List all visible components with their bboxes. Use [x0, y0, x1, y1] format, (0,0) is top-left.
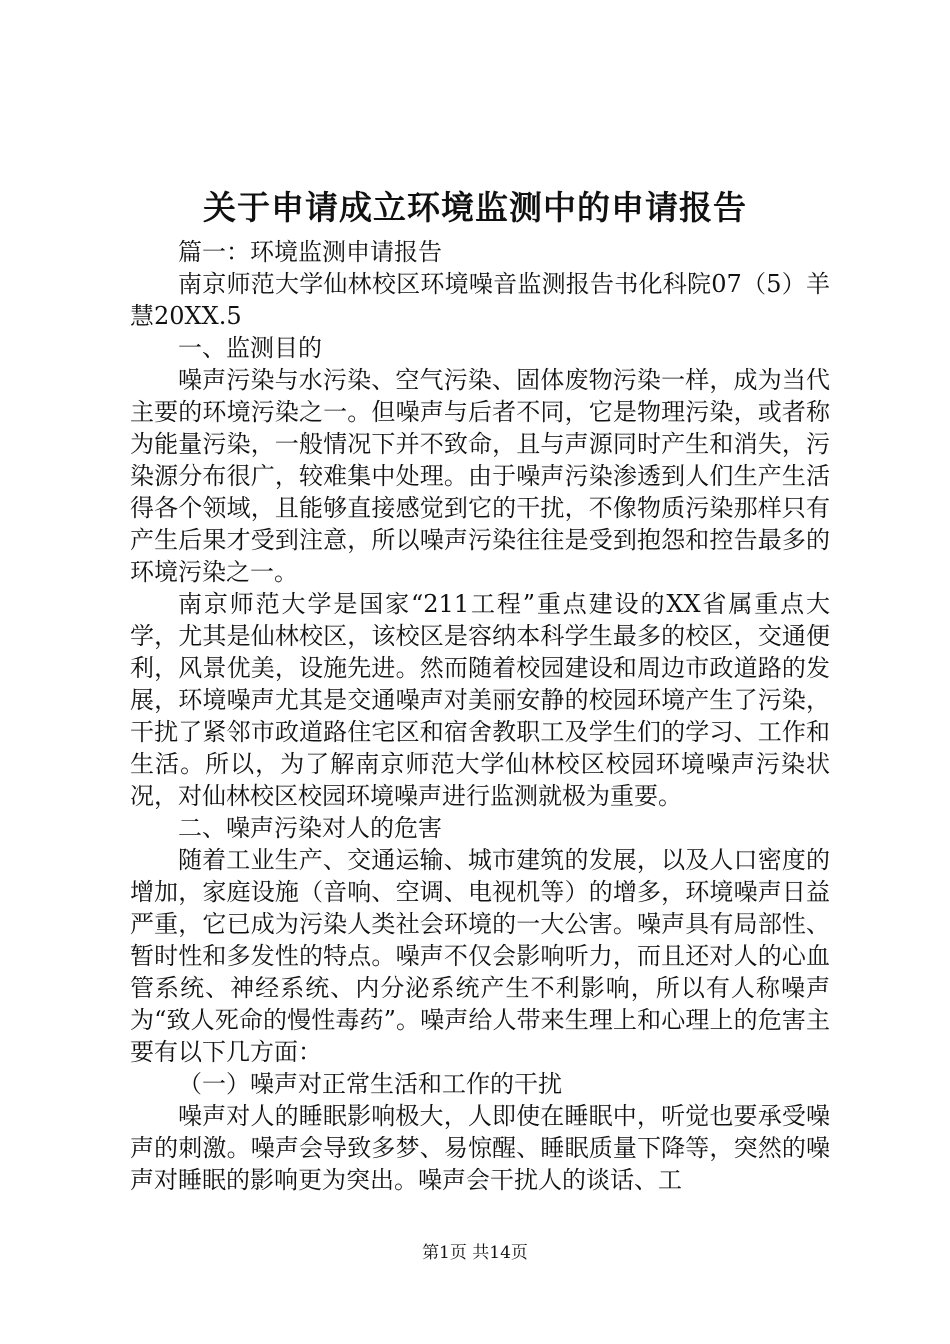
paragraph-university: 南京师范大学是国家“211工程”重点建设的XX省属重点大学，尤其是仙林校区，该校区是容纳本科学生最多的校区，交通便利，风景优美，设施先进。然而随着校园建设和周边市政道路的发展，环境噪声尤其是交通噪声对美丽安静的校园环境产生了污染，干扰了紧邻市政道路住宅区和宿舍教职工及学生们的学习、工作和生活。所以，为了解南京师范大学仙林校区校园环境噪声污染状况，对仙林校区校园环境噪声进行监测就极为重要。: [130, 590, 830, 810]
subsection-heading-interference: （一）噪声对正常生活和工作的干扰: [178, 1070, 562, 1098]
paragraph-purpose: 噪声污染与水污染、空气污染、固体废物污染一样，成为当代主要的环境污染之一。但噪声与后者不同，它是物理污染，或者称为能量污染，一般情况下并不致命，且与声源同时产生和消失，污染源分布很广，较难集中处理。由于噪声污染渗透到人们生产生活得各个领域，且能够直接感觉到它的干扰，不像物质污染那样只有产生后果才受到注意，所以噪声污染往往是受到抱怨和控告最多的环境污染之一。: [130, 366, 830, 586]
page-footer: 第1页 共14页: [422, 1243, 528, 1263]
paragraph-harm: 随着工业生产、交通运输、城市建筑的发展，以及人口密度的增加，家庭设施（音响、空调、电视机等）的增多，环境噪声日益严重，它已成为污染人类社会环境的一大公害。噪声具有局部性、暂时性和多发性的特点。噪声不仅会影响听力，而且还对人的心血管系统、神经系统、内分泌系统产生不利影响，所以有人称噪声为“致人死命的慢性毒药”。噪声给人带来生理上和心理上的危害主要有以下几方面：: [130, 846, 830, 1066]
section-heading-part-one: 篇一：环境监测申请报告: [178, 238, 442, 266]
paragraph-interference: 噪声对人的睡眠影响极大，人即使在睡眠中，听觉也要承受噪声的刺激。噪声会导致多梦、易惊醒、睡眠质量下降等，突然的噪声对睡眠的影响更为突出。噪声会干扰人的谈话、工: [130, 1102, 830, 1194]
section-heading-purpose: 一、监测目的: [178, 334, 322, 362]
section-heading-harm: 二、噪声污染对人的危害: [178, 814, 442, 842]
document-title: 关于申请成立环境监测中的申请报告: [203, 188, 747, 227]
document-body: [130, 236, 830, 1196]
report-subtitle: 南京师范大学仙林校区环境噪音监测报告书化科院07（5）羊慧20XX.5: [130, 270, 830, 330]
